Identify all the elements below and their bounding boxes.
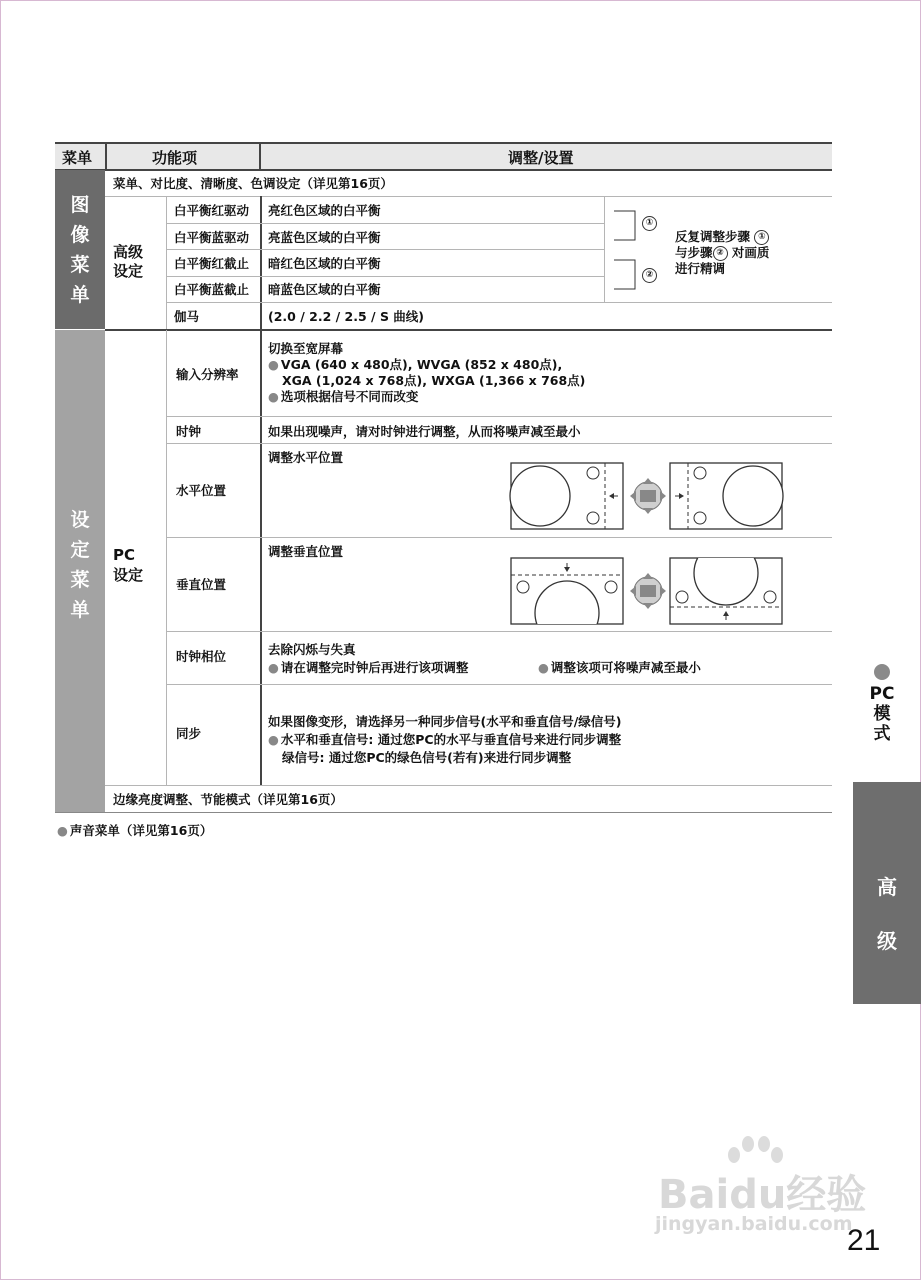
step-note: 反复调整步骤 ① 与步骤 ② 对画质 进行精调 xyxy=(675,229,770,276)
row-gamma: 伽马 xyxy=(174,309,200,324)
paw-logo-icon xyxy=(724,1135,784,1171)
picture-menu-label: 图 像 菜 单 xyxy=(70,194,90,306)
advanced-settings-label: 高级 设定 xyxy=(113,243,144,280)
pc-mode-dot-icon xyxy=(874,664,890,680)
row-wb-blue-cutoff-desc: 暗蓝色区域的白平衡 xyxy=(268,282,381,297)
row-input-resolution: 输入分辨率 xyxy=(176,367,239,382)
header-function: 功能项 xyxy=(152,149,198,167)
row-wb-red-cutoff-desc: 暗红色区域的白平衡 xyxy=(268,256,381,271)
baidu-watermark: Baidu经验 xyxy=(658,1172,867,1218)
row-v-position-desc: 调整垂直位置 xyxy=(268,544,344,559)
row-clock: 时钟 xyxy=(176,424,202,439)
row-sync-desc: 如果图像变形，请选择另一种同步信号(水平和垂直信号/绿信号) ● 水平和垂直信号: 通过您PC的水平与垂直信号来进行同步调整 绿信号: 通过您PC的绿色信号(若有)来进行同步调整 xyxy=(268,713,622,767)
row-v-position: 垂直位置 xyxy=(176,577,227,592)
setup-footer-row: 边缘亮度调整、节能模式（详见第16页） xyxy=(113,792,343,807)
row-clock-desc: 如果出现噪声，请对时钟进行调整，从而将噪声减至最小 xyxy=(268,424,581,439)
row-sync: 同步 xyxy=(176,726,202,741)
header-menu: 菜单 xyxy=(62,149,93,167)
picture-general-row: 菜单、对比度、清晰度、色调设定（详见第16页） xyxy=(113,176,393,191)
baidu-url-watermark: jingyan.baidu.com xyxy=(655,1213,853,1235)
clock-phase-bullet-1: ● 请在调整完时钟后再进行该项调整 xyxy=(268,660,468,675)
step-2-marker: ② xyxy=(642,268,657,283)
row-clock-phase-desc: 去除闪烁与失真 xyxy=(268,642,356,657)
row-h-position: 水平位置 xyxy=(176,483,227,498)
step-1-marker: ① xyxy=(642,216,657,231)
header-adjust: 调整/设置 xyxy=(508,149,574,167)
row-wb-red-drive: 白平衡红驱动 xyxy=(174,203,250,218)
row-wb-red-cutoff: 白平衡红截止 xyxy=(174,256,250,271)
sound-menu-note: ● 声音菜单（详见第16页） xyxy=(57,823,212,838)
v-position-diagram xyxy=(508,555,788,627)
advanced-tab-label: 高 级 xyxy=(877,875,897,953)
clock-phase-bullet-2: ● 调整该项可将噪声减至最小 xyxy=(538,660,701,675)
row-input-resolution-desc: 切换至宽屏幕 ● VGA (640 x 480点), WVGA (852 x 480点), XGA (1,024 x 768点), WXGA (1,366 x 768点) ● 选项根据信号不同而改变 xyxy=(268,341,585,405)
row-wb-blue-drive: 白平衡蓝驱动 xyxy=(174,230,250,245)
h-position-diagram xyxy=(508,460,788,532)
row-clock-phase: 时钟相位 xyxy=(176,649,227,664)
row-wb-blue-drive-desc: 亮蓝色区域的白平衡 xyxy=(268,230,381,245)
setup-menu-label: 设 定 菜 单 xyxy=(70,509,90,621)
row-wb-red-drive-desc: 亮红色区域的白平衡 xyxy=(268,203,381,218)
pc-mode-tab: PC 模 式 xyxy=(869,684,895,744)
pc-settings-label: PC 设定 xyxy=(113,546,144,584)
page-number: 21 xyxy=(847,1224,881,1257)
row-gamma-desc: (2.0 / 2.2 / 2.5 / S 曲线) xyxy=(268,309,425,324)
row-wb-blue-cutoff: 白平衡蓝截止 xyxy=(174,282,250,297)
row-h-position-desc: 调整水平位置 xyxy=(268,450,344,465)
